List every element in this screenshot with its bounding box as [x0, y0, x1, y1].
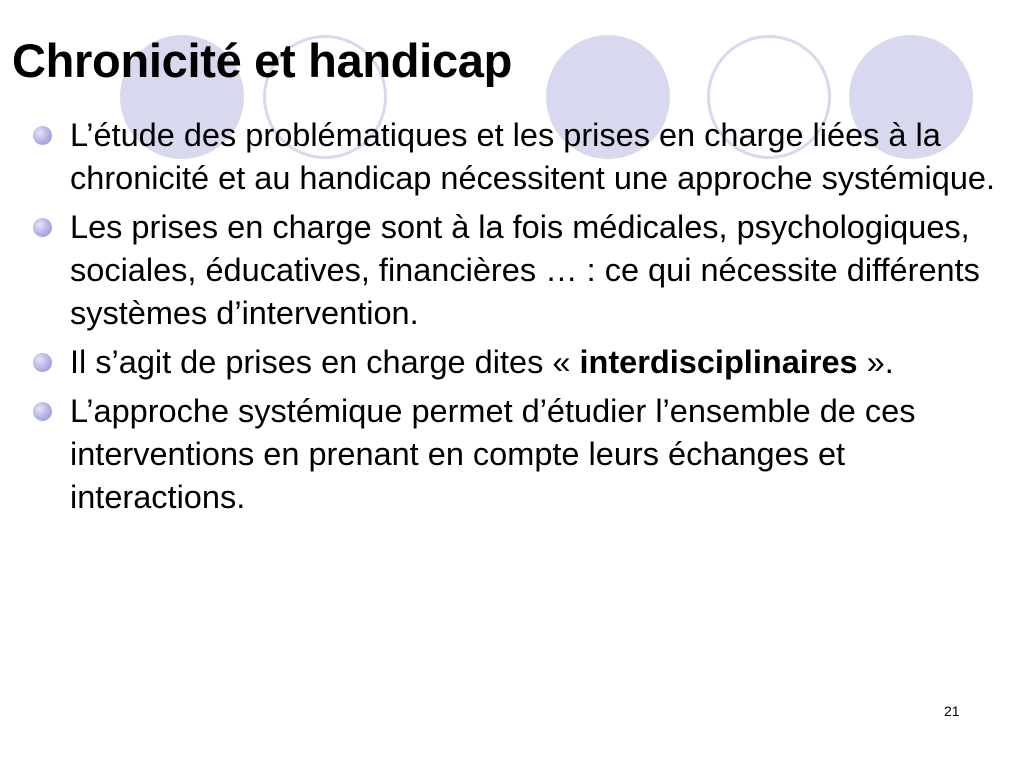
- slide-title: Chronicité et handicap: [12, 34, 513, 87]
- bullet-dot-icon: [33, 402, 52, 421]
- bullet-item-2: [30, 206, 1020, 335]
- bullet-text: L’approche systémique permet d’étudier l’ensemble de ces interventions en prenant en compte leurs échanges et interactions.: [70, 393, 916, 515]
- bullet-text-before: Il s’agit de prises en charge dites «: [70, 344, 580, 380]
- bullet-text-after: ».: [857, 344, 894, 380]
- bullet-dot-icon: [33, 218, 52, 237]
- bullet-dot-icon: [33, 353, 52, 372]
- bullet-dot-icon: [33, 126, 52, 145]
- bullet-text: L’étude des problématiques et les prises en charge liées à la chronicité et au handicap nécessitent une approche systémique.: [70, 117, 996, 196]
- page-number: 21: [944, 703, 960, 719]
- bullet-item-3: [30, 341, 1020, 384]
- bullet-list: [30, 114, 1020, 525]
- bullet-item-4: [30, 390, 1020, 519]
- bullet-item-1: [30, 114, 1020, 200]
- bullet-bold-term: interdisciplinaires: [579, 344, 858, 380]
- bullet-text: Les prises en charge sont à la fois médicales, psychologiques, sociales, éducatives, financières … : ce qui nécessite différents systèmes d’intervention.: [70, 209, 980, 331]
